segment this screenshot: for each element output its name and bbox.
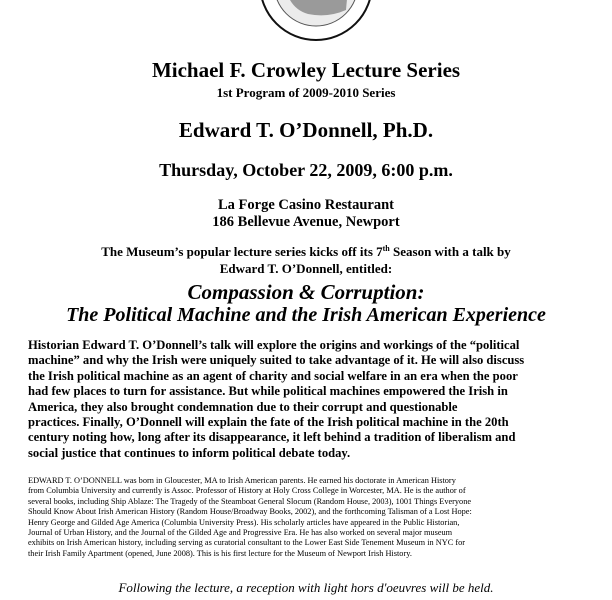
description-line: machine” and why the Irish were uniquely suited to take advantage of it. He will also discuss — [28, 353, 525, 368]
bio-line: from Columbia University and currently is Assoc. Professor of History at Holy Cross College in Worcester, MA. He is the author of — [28, 486, 466, 496]
intro-line-2: Edward T. O’Donnell, entitled: — [219, 261, 393, 276]
description-line: America, they also brought condemnation due to their corrupt and questionable — [28, 399, 458, 414]
bio-line: Should Know About Irish American History (Random House/Broadway Books, 2002), and the forthcoming Talisman of a Lost Hope: — [28, 507, 472, 517]
speaker-biography — [28, 476, 584, 559]
program-subtitle: 1st Program of 2009-2010 Series — [216, 85, 396, 100]
bio-line: several books, including Ship Ablaze: The Tragedy of the Steamboat General Slocum (Random House, 2003), 1001 Things Everyone — [28, 496, 472, 506]
description-line: had few places to turn for assistance. But while political machines empowered the Irish in — [28, 384, 508, 399]
description-line: the Irish political machine as an agent of charity and social welfare in an era when the poor — [28, 368, 518, 383]
description-line: Historian Edward T. O’Donnell’s talk will explore the origins and workings of the “political — [28, 338, 520, 352]
bio-line: exhibits on Irish American history, including serving as curatorial consultant to the Lower East Side Tenement Museum in NYC for — [28, 538, 465, 548]
bio-line: their Irish Family Apartment (opened, June 2008). This is his first lecture for the Museum of Newport Irish History. — [28, 548, 412, 558]
event-datetime: Thursday, October 22, 2009, 6:00 p.m. — [159, 160, 453, 180]
talk-title-line-2: The Political Machine and the Irish American Experience — [66, 304, 546, 326]
venue-address: 186 Bellevue Avenue, Newport — [212, 214, 400, 230]
talk-title-line-1: Compassion & Corruption: — [187, 280, 425, 304]
bio-line: EDWARD T. O’DONNELL was born in Gloucester, MA to Irish American parents. He earned his doctorate in American History — [28, 476, 456, 485]
description-line: practices. Finally, O’Donnell will explain the fate of the Irish political machine in the 20th — [28, 415, 509, 430]
museum-seal-logo — [258, 0, 374, 42]
description-line: century noting how, long after its disappearance, it left behind a tradition of liberalism and — [28, 430, 516, 445]
reception-note: Following the lecture, a reception with light hors d'oeuvres will be held. — [118, 580, 494, 595]
intro-line-1: The Museum’s popular lecture series kicks off its 7th Season with a talk by — [101, 244, 511, 259]
description-line: social justice that continues to inform political debate today. — [28, 445, 351, 460]
bio-line: Henry George and Gilded Age America (Columbia University Press). His scholarly articles have appeared in the Public Historian, — [28, 517, 460, 527]
talk-description — [28, 338, 584, 461]
bio-line: Journal of Urban History, and the Journal of the Gilded Age and Progressive Era. He has also worked on several major museum — [28, 528, 453, 538]
lecture-series-title: Michael F. Crowley Lecture Series — [151, 58, 461, 82]
venue-name: La Forge Casino Restaurant — [217, 197, 394, 213]
speaker-name: Edward T. O’Donnell, Ph.D. — [178, 118, 434, 142]
